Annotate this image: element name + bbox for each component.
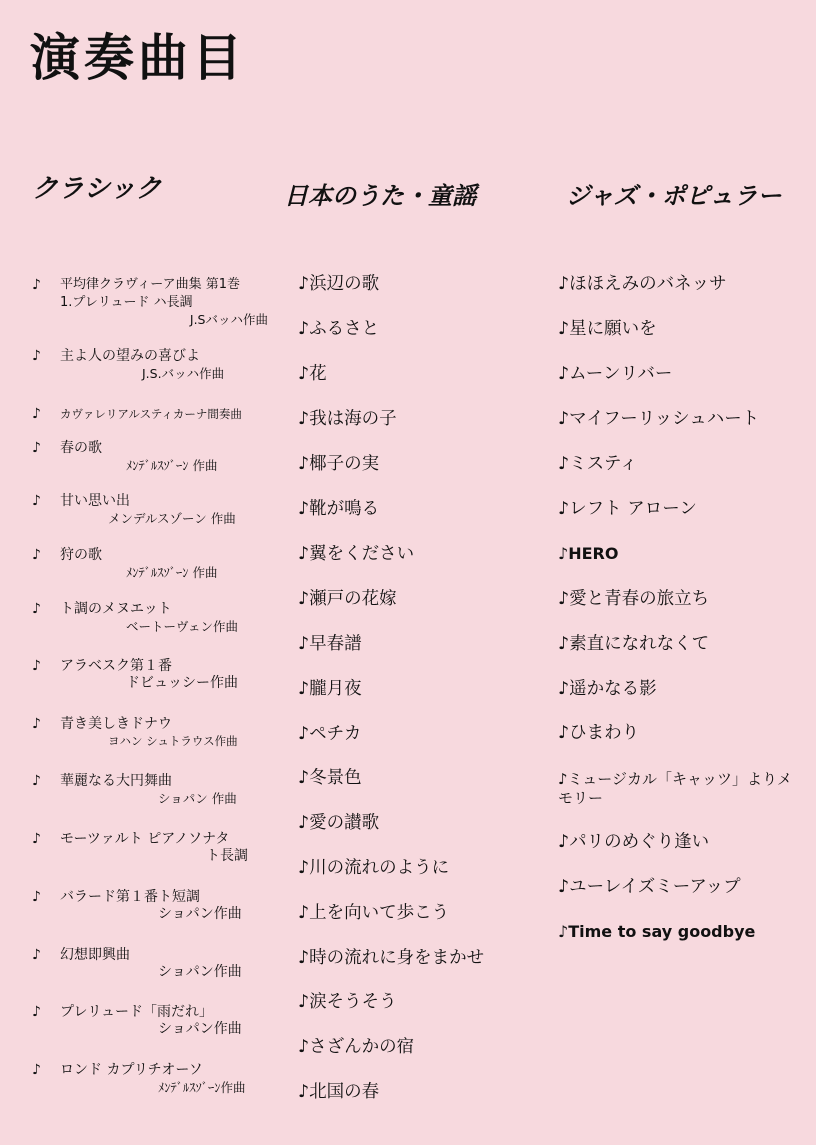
song-item: ♪Time to say goodbye [558,922,756,941]
classic-item [32,830,272,865]
piece-title: ト調のメヌエット [60,601,172,617]
song-item: ♪素直になれなくて [558,634,710,654]
note-icon: ♪ [32,773,41,789]
note-icon: ♪ [32,277,41,293]
song-item: ♪星に願いを [558,319,657,339]
note-icon: ♪ [32,440,41,456]
song-item: ♪上を向いて歩こう [298,903,450,923]
song-item: ♪ミスティ [558,454,638,474]
japan-songs-heading: 日本のうた・童謡 [284,181,476,210]
piece-title: ロンド カプリチオーソ [60,1062,203,1078]
piece-composer: ﾒﾝﾃﾞﾙｽｿﾞｰﾝ作曲 [158,1080,246,1095]
classic-item [32,546,272,581]
song-item: ♪ほほえみのバネッサ [558,274,727,294]
song-item: ♪我は海の子 [298,409,397,429]
piece-composer: ベートーヴェン作曲 [126,619,239,634]
piece-composer: ト長調 [206,848,248,864]
classic-item [32,715,272,750]
note-icon: ♪ [32,493,41,509]
song-item: ♪HERO [558,544,619,563]
piece-composer: J.Sバッハ作曲 [189,312,268,327]
piece-title: 平均律クラヴィーア曲集 第1巻 [60,277,240,292]
piece-title: 甘い思い出 [60,493,130,509]
note-icon: ♪ [32,831,41,847]
piece-title: 春の歌 [60,440,102,456]
song-item: ♪愛の讃歌 [298,813,380,833]
song-item: ♪靴が鳴る [298,499,380,519]
classic-item [32,888,272,923]
piece-title: アラベスク第１番 [60,658,172,674]
piece-composer: メンデルスゾーン 作曲 [108,511,236,526]
note-icon: ♪ [32,601,41,617]
piece-title: 主よ人の望みの喜びよ [60,348,200,364]
song-item: ♪ふるさと [298,319,380,339]
piece-composer: ショパン作曲 [158,964,242,980]
note-icon: ♪ [32,1004,41,1020]
piece-title: カヴァレリアルスティカーナ間奏曲 [60,407,242,421]
classic-item [32,772,272,807]
classic-item [32,276,272,328]
song-item: ♪ペチカ [298,724,362,744]
song-item: ♪北国の春 [298,1082,380,1102]
note-icon: ♪ [32,889,41,905]
piece-composer: ﾒﾝﾃﾞﾙｽｿﾞｰﾝ 作曲 [126,565,218,580]
song-item: ♪早春譜 [298,634,362,654]
classic-item [32,405,272,423]
piece-title: モーツァルト ピアノソナタ [60,831,230,847]
note-icon: ♪ [32,716,41,732]
song-item: ♪川の流れのように [298,858,450,878]
piece-subtitle: 1.プレリュード ハ長調 [60,295,193,310]
song-item: ♪愛と青春の旅立ち [558,589,710,609]
piece-title: 幻想即興曲 [60,947,130,963]
song-item: ♪ミュージカル「キャッツ」よりメモリー [558,770,792,807]
note-icon: ♪ [32,658,41,674]
song-item: ♪マイフーリッシュハート [558,409,760,429]
note-icon: ♪ [32,406,41,422]
song-item: ♪冬景色 [298,768,362,788]
song-item: ♪パリのめぐり逢い [558,832,710,852]
classic-item [32,492,272,527]
classic-item [32,439,272,474]
classic-item [32,946,272,981]
note-icon: ♪ [32,547,41,563]
song-item: ♪椰子の実 [298,454,380,474]
classic-heading: クラシック [32,174,162,204]
piece-title: 狩の歌 [60,547,102,563]
song-item: ♪翼をください [298,544,415,564]
piece-composer: ショパン作曲 [158,1021,242,1037]
song-item: ♪浜辺の歌 [298,274,380,294]
classic-item [32,1003,272,1038]
piece-composer: ドビュッシー作曲 [126,675,238,691]
piece-composer: ヨハン シュトラウス作曲 [108,734,238,748]
song-item: ♪瀬戸の花嫁 [298,589,397,609]
song-item: ♪遥かなる影 [558,679,657,699]
song-item: ♪時の流れに身をまかせ [298,948,485,968]
piece-composer: ショパン 作曲 [158,791,237,806]
page-title: 演奏曲目 [30,28,246,87]
song-item: ♪ひまわり [558,723,640,743]
piece-composer: ﾒﾝﾃﾞﾙｽｿﾞｰﾝ 作曲 [126,458,218,473]
note-icon: ♪ [32,1062,41,1078]
classic-item [32,600,272,635]
piece-composer: J.S.バッハ作曲 [142,366,225,381]
classic-item [32,657,272,692]
classic-item [32,1061,272,1096]
piece-title: 華麗なる大円舞曲 [60,773,172,789]
note-icon: ♪ [32,348,41,364]
song-item: ♪涙そうそう [298,992,397,1012]
song-item: ♪ムーンリバー [558,364,673,384]
piece-title: プレリュード「雨だれ」 [60,1004,214,1020]
song-item: ♪ユーレイズミーアップ [558,877,741,897]
song-item: ♪朧月夜 [298,679,362,699]
piece-title: バラード第１番ト短調 [60,889,200,905]
piece-title: 青き美しきドナウ [60,716,172,732]
song-item: ♪レフト アローン [558,499,697,519]
jazz-popular-heading: ジャズ・ポピュラー [566,181,782,210]
song-item: ♪花 [298,364,327,384]
song-item: ♪さざんかの宿 [298,1037,415,1057]
piece-composer: ショパン作曲 [158,906,242,922]
classic-item [32,347,272,382]
note-icon: ♪ [32,947,41,963]
